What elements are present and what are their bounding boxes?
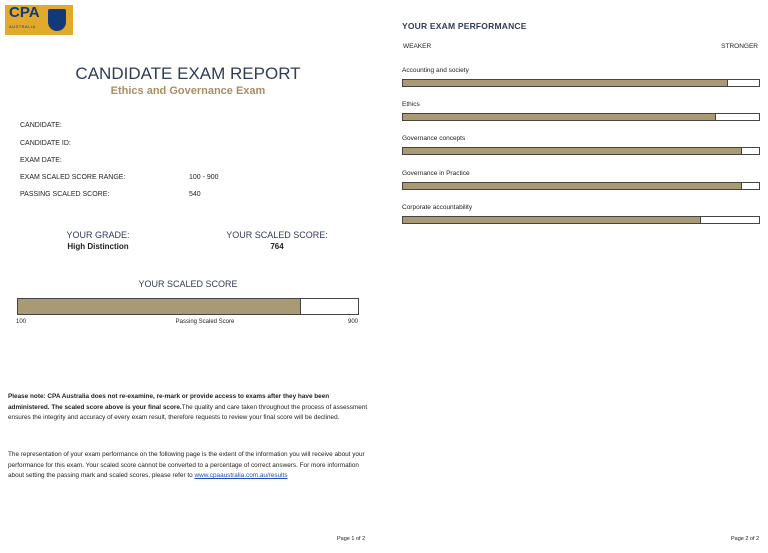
scaled-score-heading: YOUR SCALED SCORE [138,279,238,289]
disclaimer-bold: Please note: CPA Australia does not re-examine, re-mark or provide access to exams after they have been administered. The scaled score above is your final score. [8,393,330,411]
performance-area-bar [402,182,760,190]
results-link[interactable]: www.cpaaustralia.com.au/results [194,472,288,479]
performance-area-label: Governance in Practice [402,170,470,177]
report-title: CANDIDATE EXAM REPORT [75,64,301,83]
score-range-value: 100 - 900 [189,174,219,181]
performance-title: YOUR EXAM PERFORMANCE [402,21,527,31]
info-paragraph [8,450,370,482]
candidate-label: CANDIDATE: [20,122,62,129]
scaled-score-bar-fill [18,299,301,314]
page-number-1: Page 1 of 2 [337,536,366,542]
logo-subtext: AUSTRALIA [9,24,36,29]
disclaimer-paragraph [8,392,370,424]
grade-value: High Distinction [67,242,129,251]
grade-label: YOUR GRADE: [66,230,130,240]
performance-area-bar-fill [403,183,742,189]
scaled-score-bar [17,298,359,315]
performance-area-bar-fill [403,217,701,223]
performance-area-label: Governance concepts [402,135,466,142]
scale-min-label: 100 [16,319,27,325]
performance-area-bar [402,79,760,87]
passing-score-marker-label: Passing Scaled Score [175,319,235,325]
performance-area-label: Ethics [402,101,420,108]
stronger-label: STRONGER [721,43,758,50]
performance-area-label: Accounting and society [402,67,469,74]
passing-score-value: 540 [189,191,201,198]
exam-date-label: EXAM DATE: [20,157,62,164]
disclaimer-text: The quality and care taken throughout the process of assessment ensures the integrity and accuracy of every exam result, therefore requests to review your final score will be declined. [8,403,368,421]
cpa-logo [5,5,73,35]
performance-area-label: Corporate accountability [402,204,473,211]
passing-score-label: PASSING SCALED SCORE: [20,191,110,198]
performance-area-bar [402,216,760,224]
performance-area-bar [402,113,760,121]
scaled-score-label: YOUR SCALED SCORE: [226,230,328,240]
page-number-2: Page 2 of 2 [731,536,760,542]
crest-icon [48,9,66,31]
performance-area-bar-fill [403,114,716,120]
logo-text: CPA [9,4,40,21]
candidate-id-label: CANDIDATE ID: [20,140,71,147]
info-text: The representation of your exam performance on the following page is the extent of the information you will receive about your performance for this exam. Your scaled score cannot be converted to a percentage of correct answers. For more information about setting the passing mark and scaled scores, please refer to [8,451,365,479]
performance-area-bar-fill [403,148,742,154]
scale-max-label: 900 [348,319,359,325]
performance-area-bar [402,147,760,155]
report-page-2 [384,0,768,553]
performance-area-bar-fill [403,80,728,86]
report-subtitle: Ethics and Governance Exam [110,85,266,97]
scaled-score-value: 764 [270,242,284,251]
weaker-label: WEAKER [403,43,432,50]
score-range-label: EXAM SCALED SCORE RANGE: [20,174,126,181]
